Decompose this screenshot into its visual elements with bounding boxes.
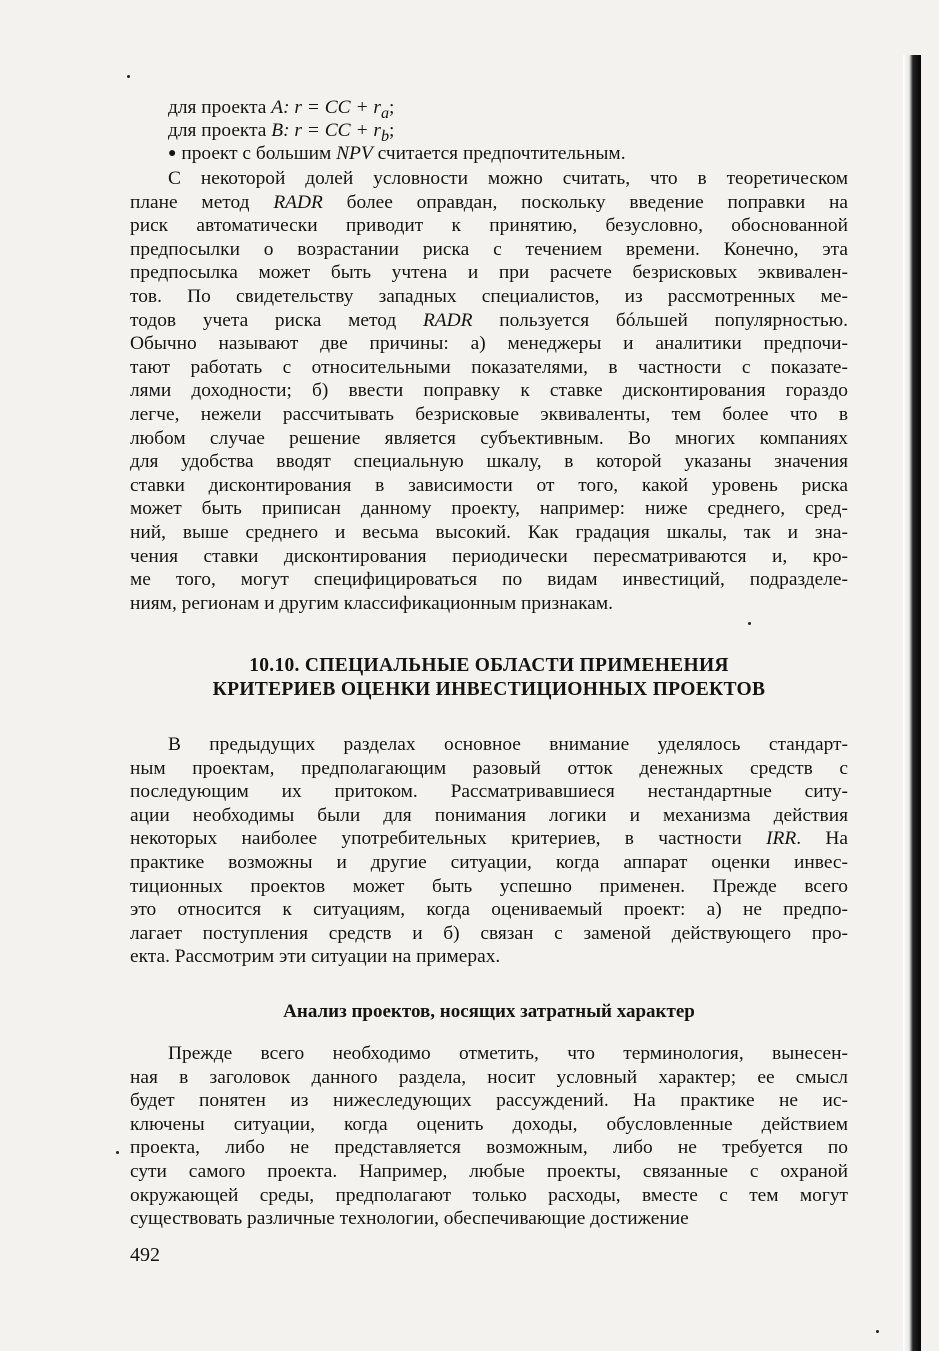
text-line: предпосылка может быть учтена и при расчете безрисковых эквивален-: [130, 262, 848, 284]
text-line: тают работать с относительными показателями, в частности с показате-: [130, 356, 848, 378]
subsection-heading: Анализ проектов, носящих затратный характер: [283, 1001, 695, 1022]
formula-subscript: a: [380, 104, 390, 122]
text-line: ации необходимы были для понимания логики и механизма действия: [130, 804, 848, 826]
text-line: тиционных проектов может быть успешно применен. Прежде всего: [130, 875, 848, 897]
section-heading-line-2: КРИТЕРИЕВ ОЦЕНКИ ИНВЕСТИЦИОННЫХ ПРОЕКТОВ: [212, 679, 766, 700]
formula-expression: : r = CC + r: [283, 97, 381, 118]
text-line: существовать различные технологии, обеспечивающие достижение: [130, 1208, 689, 1230]
section-heading: [130, 654, 848, 702]
text-line: екта. Рассмотрим эти ситуации на примерах.: [130, 946, 501, 968]
text-line: это относится к ситуациям, когда оцениваемый проект: а) не предпо-: [130, 899, 848, 921]
text-line: риск автоматически приводит к принятию, безусловно, обоснованной: [130, 215, 848, 237]
text-line: для удобства вводят специальную шкалу, в которой указаны значения: [130, 451, 848, 473]
text-line: тодов учета риска метод RADR пользуется бóльшей популярностью.: [130, 309, 849, 331]
bullet-icon: ●: [168, 146, 177, 161]
text-line: ставки дисконтирования в зависимости от того, какой уровень риска: [130, 474, 848, 496]
text-line: некоторых наиболее употребительных критериев, в частности IRR. На: [130, 828, 848, 850]
text-line: может быть приписан данному проекту, например: ниже среднего, сред-: [130, 498, 848, 520]
text-line: ниям, регионам и другим классификационным признакам.: [130, 592, 614, 614]
text-line: ме того, могут специфицироваться по видам инвестиций, подразделе-: [130, 569, 848, 591]
formula-semicolon: ;: [389, 97, 395, 118]
scan-speck: [748, 622, 751, 625]
paragraph-cost-projects: [130, 1042, 848, 1231]
text-line: Обычно называют две причины: а) менеджеры и аналитики предпочи-: [130, 333, 848, 355]
text-line: Прежде всего необходимо отметить, что терминология, вынесен-: [168, 1043, 848, 1064]
text-line: практике возможны и другие ситуации, когда аппарат оценки инвес-: [130, 851, 848, 873]
text-line: любом случае решение является субъективным. Во многих компаниях: [130, 427, 848, 449]
bullet-text-after: считается предпочтительным.: [372, 143, 626, 164]
text-line: проекта, либо не представляется возможным, либо не требуется по: [130, 1137, 848, 1159]
text-line: лями доходности; б) ввести поправку к ставке дисконтирования гораздо: [130, 380, 848, 402]
text-line: лагает поступления средств и б) связан с заменой действующего про-: [130, 922, 848, 944]
text-line: В предыдущих разделах основное внимание уделялось стандарт-: [168, 734, 848, 755]
formula-variable: A: [271, 97, 284, 118]
text-line: сути самого проекта. Например, любые проекты, связанные с охраной: [130, 1160, 848, 1182]
text-line: будет понятен из нижеследующих рассуждений. На практике не ис-: [130, 1090, 848, 1112]
page-number: 492: [130, 1244, 160, 1266]
text-line: ний, выше среднего и весьма высокий. Как градация шкалы, так и зна-: [130, 521, 848, 543]
text-line: предпосылки о возрастании риска с течением времени. Конечно, эта: [130, 238, 848, 260]
text-line: плане метод RADR более оправдан, поскольку введение поправки на: [130, 191, 849, 213]
text-line: чения ставки дисконтирования периодически пересматриваются и, кро-: [130, 545, 848, 567]
text-line: ключены ситуации, когда оценить доходы, обусловленные действием: [130, 1113, 848, 1135]
formula-semicolon: ;: [389, 120, 395, 141]
scan-edge-shadow: [903, 55, 921, 1351]
scan-speck: [127, 75, 130, 78]
scan-speck: [876, 1330, 879, 1333]
formula-prefix: для проекта: [168, 97, 272, 118]
formula-expression: : r = CC + r: [283, 120, 381, 141]
bullet-term: NPV: [336, 143, 373, 164]
text-line: окружающей среды, предполагают только расходы, вместе с тем могут: [130, 1184, 848, 1206]
text-line: С некоторой долей условности можно считать, что в теоретическом: [168, 168, 848, 189]
paragraph-special-areas: [130, 733, 848, 969]
bullet-npv: [168, 142, 626, 165]
scan-speck: [116, 1151, 119, 1154]
formula-subscript: b: [380, 127, 390, 145]
bullet-text-before: проект с большим: [176, 143, 337, 164]
text-line: легче, нежели рассчитывать безрисковые эквиваленты, тем более что в: [130, 403, 848, 425]
section-heading-line-1: 10.10. СПЕЦИАЛЬНЫЕ ОБЛАСТИ ПРИМЕНЕНИЯ: [249, 655, 729, 676]
formula-prefix: для проекта: [168, 120, 272, 141]
text-line: ным проектам, предполагающим разовый отток денежных средств с: [130, 757, 848, 779]
text-line: последующим их притоком. Рассматривавшиеся нестандартные ситу-: [130, 781, 848, 803]
text-line: ная в заголовок данного раздела, носит условный характер; ее смысл: [130, 1066, 848, 1088]
text-line: тов. По свидетельству западных специалистов, из рассмотренных ме-: [130, 285, 848, 307]
formula-variable: B: [271, 120, 284, 141]
paragraph-radr: [130, 167, 848, 615]
